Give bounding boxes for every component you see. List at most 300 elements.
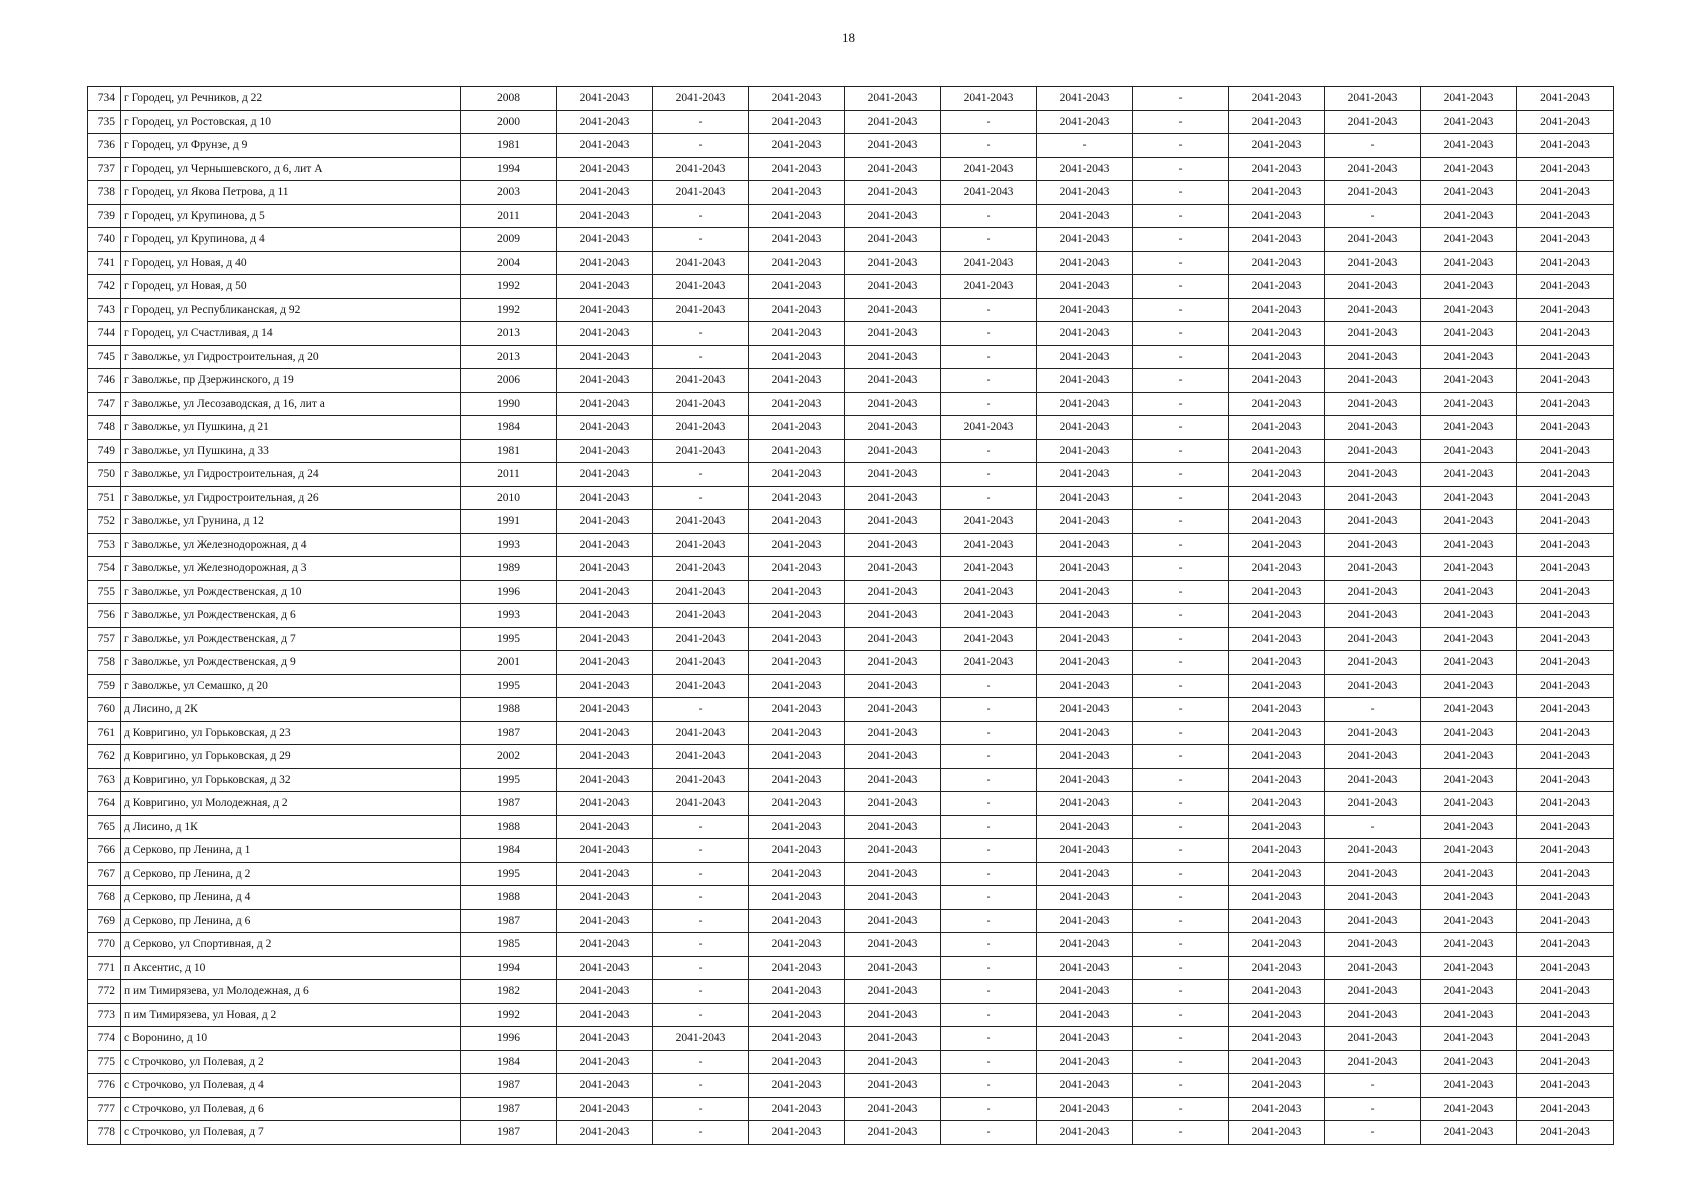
period-cell: 2041-2043: [749, 228, 845, 252]
period-cell: 2041-2043: [749, 580, 845, 604]
period-cell: -: [941, 322, 1037, 346]
period-cell: -: [941, 674, 1037, 698]
period-cell: 2041-2043: [941, 533, 1037, 557]
period-cell: -: [1133, 251, 1229, 275]
period-cell: 2041-2043: [1421, 298, 1517, 322]
period-cell: -: [941, 463, 1037, 487]
period-cell: 2041-2043: [557, 745, 653, 769]
row-number: 734: [88, 87, 121, 111]
table-row: [88, 439, 1614, 463]
period-cell: -: [653, 134, 749, 158]
period-cell: 2041-2043: [1325, 369, 1421, 393]
period-cell: 2041-2043: [557, 228, 653, 252]
period-cell: -: [941, 933, 1037, 957]
period-cell: 2041-2043: [941, 557, 1037, 581]
period-cell: -: [1133, 768, 1229, 792]
period-cell: 2041-2043: [1421, 345, 1517, 369]
row-number: 761: [88, 721, 121, 745]
period-cell: -: [1133, 674, 1229, 698]
row-number: 745: [88, 345, 121, 369]
period-cell: 2041-2043: [1325, 392, 1421, 416]
period-cell: 2041-2043: [653, 298, 749, 322]
address-cell: г Заволжье, пр Дзержинского, д 19: [121, 369, 461, 393]
period-cell: -: [941, 486, 1037, 510]
address-cell: д Серково, пр Ленина, д 1: [121, 839, 461, 863]
period-cell: -: [941, 345, 1037, 369]
period-cell: -: [653, 862, 749, 886]
table-row: [88, 181, 1614, 205]
period-cell: 2041-2043: [1517, 510, 1614, 534]
period-cell: -: [1133, 345, 1229, 369]
period-cell: 2041-2043: [1229, 604, 1325, 628]
period-cell: 2041-2043: [653, 745, 749, 769]
period-cell: 2041-2043: [845, 980, 941, 1004]
period-cell: 2041-2043: [1229, 322, 1325, 346]
period-cell: 2041-2043: [1325, 157, 1421, 181]
period-cell: -: [941, 1097, 1037, 1121]
period-cell: 2041-2043: [557, 392, 653, 416]
period-cell: 2041-2043: [557, 533, 653, 557]
period-cell: -: [941, 980, 1037, 1004]
period-cell: 2041-2043: [749, 815, 845, 839]
period-cell: 2041-2043: [653, 392, 749, 416]
period-cell: -: [1133, 956, 1229, 980]
table-row: [88, 815, 1614, 839]
period-cell: 2041-2043: [653, 580, 749, 604]
row-number: 748: [88, 416, 121, 440]
period-cell: 2041-2043: [1325, 181, 1421, 205]
row-number: 758: [88, 651, 121, 675]
address-cell: г Городец, ул Фрунзе, д 9: [121, 134, 461, 158]
table-row: [88, 792, 1614, 816]
period-cell: 2041-2043: [557, 110, 653, 134]
year-cell: 1984: [461, 416, 557, 440]
period-cell: 2041-2043: [1517, 134, 1614, 158]
period-cell: 2041-2043: [1037, 839, 1133, 863]
address-cell: д Лисино, д 1К: [121, 815, 461, 839]
address-cell: п Аксентис, д 10: [121, 956, 461, 980]
period-cell: -: [653, 1074, 749, 1098]
address-cell: с Строчково, ул Полевая, д 2: [121, 1050, 461, 1074]
address-cell: г Заволжье, ул Гидростроительная, д 26: [121, 486, 461, 510]
row-number: 776: [88, 1074, 121, 1098]
period-cell: 2041-2043: [1421, 862, 1517, 886]
row-number: 765: [88, 815, 121, 839]
period-cell: 2041-2043: [1421, 181, 1517, 205]
period-cell: 2041-2043: [1421, 110, 1517, 134]
row-number: 742: [88, 275, 121, 299]
period-cell: 2041-2043: [653, 251, 749, 275]
period-cell: 2041-2043: [1037, 87, 1133, 111]
year-cell: 2010: [461, 486, 557, 510]
period-cell: -: [1325, 1097, 1421, 1121]
period-cell: 2041-2043: [845, 1074, 941, 1098]
period-cell: 2041-2043: [1037, 768, 1133, 792]
period-cell: 2041-2043: [845, 909, 941, 933]
period-cell: 2041-2043: [1037, 510, 1133, 534]
year-cell: 1995: [461, 674, 557, 698]
address-cell: с Строчково, ул Полевая, д 4: [121, 1074, 461, 1098]
table-row: [88, 204, 1614, 228]
table-row: [88, 1074, 1614, 1098]
period-cell: 2041-2043: [749, 862, 845, 886]
table-row: [88, 698, 1614, 722]
period-cell: 2041-2043: [941, 251, 1037, 275]
address-cell: г Городец, ул Крупинова, д 5: [121, 204, 461, 228]
address-cell: п им Тимирязева, ул Молодежная, д 6: [121, 980, 461, 1004]
period-cell: -: [1133, 909, 1229, 933]
period-cell: 2041-2043: [1325, 439, 1421, 463]
period-cell: 2041-2043: [1517, 87, 1614, 111]
period-cell: 2041-2043: [1229, 627, 1325, 651]
period-cell: -: [1133, 134, 1229, 158]
row-number: 754: [88, 557, 121, 581]
table-row: [88, 886, 1614, 910]
period-cell: 2041-2043: [1421, 533, 1517, 557]
period-cell: 2041-2043: [1037, 651, 1133, 675]
period-cell: 2041-2043: [557, 933, 653, 957]
period-cell: 2041-2043: [749, 134, 845, 158]
period-cell: 2041-2043: [941, 604, 1037, 628]
period-cell: 2041-2043: [1325, 956, 1421, 980]
period-cell: 2041-2043: [1325, 345, 1421, 369]
period-cell: 2041-2043: [557, 1121, 653, 1145]
period-cell: 2041-2043: [1517, 1121, 1614, 1145]
period-cell: 2041-2043: [1037, 416, 1133, 440]
period-cell: 2041-2043: [941, 580, 1037, 604]
period-cell: 2041-2043: [845, 322, 941, 346]
period-cell: 2041-2043: [1229, 251, 1325, 275]
period-cell: 2041-2043: [845, 1121, 941, 1145]
year-cell: 1987: [461, 721, 557, 745]
period-cell: 2041-2043: [1517, 392, 1614, 416]
period-cell: 2041-2043: [749, 933, 845, 957]
period-cell: 2041-2043: [845, 369, 941, 393]
period-cell: 2041-2043: [1517, 768, 1614, 792]
year-cell: 2002: [461, 745, 557, 769]
period-cell: -: [941, 745, 1037, 769]
period-cell: 2041-2043: [557, 322, 653, 346]
period-cell: 2041-2043: [557, 486, 653, 510]
period-cell: 2041-2043: [1037, 1074, 1133, 1098]
period-cell: 2041-2043: [1517, 557, 1614, 581]
period-cell: 2041-2043: [749, 369, 845, 393]
period-cell: -: [1325, 1121, 1421, 1145]
row-number: 753: [88, 533, 121, 557]
address-cell: г Городец, ул Речников, д 22: [121, 87, 461, 111]
period-cell: 2041-2043: [1229, 815, 1325, 839]
table-row: [88, 1027, 1614, 1051]
period-cell: -: [1133, 533, 1229, 557]
period-cell: 2041-2043: [557, 839, 653, 863]
period-cell: 2041-2043: [845, 627, 941, 651]
period-cell: 2041-2043: [1517, 439, 1614, 463]
period-cell: 2041-2043: [557, 87, 653, 111]
row-number: 766: [88, 839, 121, 863]
period-cell: 2041-2043: [845, 110, 941, 134]
period-cell: 2041-2043: [1517, 345, 1614, 369]
period-cell: 2041-2043: [1037, 627, 1133, 651]
period-cell: 2041-2043: [1517, 909, 1614, 933]
period-cell: 2041-2043: [1325, 322, 1421, 346]
table-row: [88, 862, 1614, 886]
period-cell: 2041-2043: [1229, 1027, 1325, 1051]
period-cell: -: [941, 792, 1037, 816]
period-cell: 2041-2043: [845, 651, 941, 675]
table-row: [88, 980, 1614, 1004]
period-cell: -: [1133, 298, 1229, 322]
row-number: 767: [88, 862, 121, 886]
period-cell: 2041-2043: [1421, 768, 1517, 792]
period-cell: 2041-2043: [1229, 792, 1325, 816]
period-cell: 2041-2043: [845, 134, 941, 158]
period-cell: 2041-2043: [1517, 580, 1614, 604]
address-cell: д Лисино, д 2К: [121, 698, 461, 722]
year-cell: 2009: [461, 228, 557, 252]
period-cell: 2041-2043: [557, 1003, 653, 1027]
period-cell: 2041-2043: [1229, 345, 1325, 369]
period-cell: 2041-2043: [557, 416, 653, 440]
period-cell: 2041-2043: [1421, 1050, 1517, 1074]
year-cell: 1988: [461, 886, 557, 910]
period-cell: 2041-2043: [557, 1097, 653, 1121]
period-cell: 2041-2043: [1517, 651, 1614, 675]
period-cell: 2041-2043: [1421, 416, 1517, 440]
address-cell: д Серково, пр Ленина, д 4: [121, 886, 461, 910]
period-cell: 2041-2043: [557, 463, 653, 487]
period-cell: 2041-2043: [1229, 533, 1325, 557]
period-cell: 2041-2043: [1229, 486, 1325, 510]
period-cell: 2041-2043: [1037, 298, 1133, 322]
period-cell: 2041-2043: [557, 862, 653, 886]
period-cell: 2041-2043: [749, 486, 845, 510]
table-row: [88, 486, 1614, 510]
table-row: [88, 228, 1614, 252]
period-cell: 2041-2043: [1325, 298, 1421, 322]
table-row: [88, 745, 1614, 769]
period-cell: -: [941, 134, 1037, 158]
period-cell: 2041-2043: [1421, 87, 1517, 111]
period-cell: 2041-2043: [557, 157, 653, 181]
period-cell: 2041-2043: [557, 580, 653, 604]
period-cell: 2041-2043: [845, 392, 941, 416]
period-cell: 2041-2043: [845, 815, 941, 839]
row-number: 777: [88, 1097, 121, 1121]
period-cell: 2041-2043: [1229, 439, 1325, 463]
address-cell: г Городец, ул Якова Петрова, д 11: [121, 181, 461, 205]
period-cell: 2041-2043: [845, 345, 941, 369]
period-cell: 2041-2043: [1037, 533, 1133, 557]
period-cell: 2041-2043: [845, 463, 941, 487]
period-cell: 2041-2043: [941, 510, 1037, 534]
period-cell: 2041-2043: [845, 698, 941, 722]
period-cell: 2041-2043: [749, 181, 845, 205]
period-cell: 2041-2043: [1517, 721, 1614, 745]
period-cell: 2041-2043: [749, 298, 845, 322]
page-number: 18: [842, 30, 855, 45]
period-cell: 2041-2043: [1037, 580, 1133, 604]
table-row: [88, 933, 1614, 957]
period-cell: 2041-2043: [1037, 392, 1133, 416]
table-row: [88, 345, 1614, 369]
period-cell: 2041-2043: [749, 839, 845, 863]
period-cell: 2041-2043: [1421, 839, 1517, 863]
table-body: [88, 87, 1614, 1145]
table-row: [88, 721, 1614, 745]
year-cell: 1984: [461, 839, 557, 863]
period-cell: 2041-2043: [653, 275, 749, 299]
period-cell: 2041-2043: [557, 134, 653, 158]
row-number: 763: [88, 768, 121, 792]
period-cell: 2041-2043: [557, 792, 653, 816]
period-cell: 2041-2043: [1229, 369, 1325, 393]
period-cell: 2041-2043: [749, 1097, 845, 1121]
row-number: 775: [88, 1050, 121, 1074]
period-cell: 2041-2043: [845, 251, 941, 275]
address-cell: г Заволжье, ул Пушкина, д 33: [121, 439, 461, 463]
year-cell: 2001: [461, 651, 557, 675]
address-cell: г Заволжье, ул Железнодорожная, д 4: [121, 533, 461, 557]
period-cell: 2041-2043: [1037, 1050, 1133, 1074]
period-cell: 2041-2043: [845, 1027, 941, 1051]
period-cell: 2041-2043: [1421, 557, 1517, 581]
period-cell: 2041-2043: [1229, 909, 1325, 933]
year-cell: 1990: [461, 392, 557, 416]
period-cell: 2041-2043: [1325, 933, 1421, 957]
period-cell: -: [1133, 839, 1229, 863]
period-cell: -: [653, 322, 749, 346]
address-cell: г Заволжье, ул Рождественская, д 9: [121, 651, 461, 675]
period-cell: -: [941, 439, 1037, 463]
period-cell: 2041-2043: [1037, 862, 1133, 886]
period-cell: -: [941, 768, 1037, 792]
period-cell: 2041-2043: [1517, 251, 1614, 275]
period-cell: 2041-2043: [1421, 204, 1517, 228]
address-cell: п им Тимирязева, ул Новая, д 2: [121, 1003, 461, 1027]
period-cell: 2041-2043: [941, 87, 1037, 111]
period-cell: 2041-2043: [941, 651, 1037, 675]
period-cell: 2041-2043: [845, 580, 941, 604]
period-cell: 2041-2043: [845, 1003, 941, 1027]
period-cell: -: [1133, 204, 1229, 228]
period-cell: 2041-2043: [557, 698, 653, 722]
period-cell: 2041-2043: [749, 251, 845, 275]
table-row: [88, 87, 1614, 111]
row-number: 744: [88, 322, 121, 346]
period-cell: 2041-2043: [1325, 1003, 1421, 1027]
period-cell: 2041-2043: [1037, 181, 1133, 205]
address-cell: г Заволжье, ул Гидростроительная, д 24: [121, 463, 461, 487]
period-cell: 2041-2043: [749, 157, 845, 181]
period-cell: 2041-2043: [1229, 181, 1325, 205]
period-cell: 2041-2043: [1517, 1050, 1614, 1074]
period-cell: 2041-2043: [1421, 1121, 1517, 1145]
period-cell: -: [941, 392, 1037, 416]
year-cell: 1991: [461, 510, 557, 534]
period-cell: 2041-2043: [845, 839, 941, 863]
period-cell: -: [653, 909, 749, 933]
table-row: [88, 298, 1614, 322]
table-row: [88, 110, 1614, 134]
table-row: [88, 768, 1614, 792]
period-cell: 2041-2043: [557, 980, 653, 1004]
period-cell: 2041-2043: [1421, 228, 1517, 252]
schedule-table: [87, 86, 1614, 1145]
period-cell: 2041-2043: [845, 416, 941, 440]
period-cell: 2041-2043: [845, 181, 941, 205]
period-cell: 2041-2043: [1421, 604, 1517, 628]
period-cell: 2041-2043: [653, 157, 749, 181]
period-cell: -: [1325, 1074, 1421, 1098]
row-number: 740: [88, 228, 121, 252]
table-row: [88, 909, 1614, 933]
period-cell: 2041-2043: [749, 510, 845, 534]
period-cell: -: [653, 110, 749, 134]
period-cell: 2041-2043: [557, 674, 653, 698]
row-number: 760: [88, 698, 121, 722]
period-cell: 2041-2043: [1517, 1074, 1614, 1098]
year-cell: 1987: [461, 1121, 557, 1145]
year-cell: 1992: [461, 298, 557, 322]
period-cell: -: [653, 1121, 749, 1145]
period-cell: 2041-2043: [749, 275, 845, 299]
period-cell: 2041-2043: [845, 933, 941, 957]
period-cell: 2041-2043: [1517, 745, 1614, 769]
period-cell: 2041-2043: [557, 815, 653, 839]
year-cell: 1995: [461, 627, 557, 651]
year-cell: 1988: [461, 815, 557, 839]
table-row: [88, 651, 1614, 675]
row-number: 739: [88, 204, 121, 228]
period-cell: -: [653, 886, 749, 910]
period-cell: 2041-2043: [1037, 721, 1133, 745]
period-cell: 2041-2043: [1229, 110, 1325, 134]
period-cell: 2041-2043: [1037, 604, 1133, 628]
period-cell: 2041-2043: [749, 557, 845, 581]
period-cell: -: [1133, 486, 1229, 510]
period-cell: 2041-2043: [1229, 87, 1325, 111]
period-cell: -: [1133, 698, 1229, 722]
period-cell: -: [1133, 580, 1229, 604]
period-cell: -: [1133, 1097, 1229, 1121]
period-cell: 2041-2043: [1037, 557, 1133, 581]
period-cell: 2041-2043: [1517, 322, 1614, 346]
address-cell: г Городец, ул Республиканская, д 92: [121, 298, 461, 322]
period-cell: 2041-2043: [749, 674, 845, 698]
period-cell: 2041-2043: [941, 627, 1037, 651]
table-row: [88, 369, 1614, 393]
row-number: 759: [88, 674, 121, 698]
year-cell: 2013: [461, 345, 557, 369]
period-cell: 2041-2043: [749, 87, 845, 111]
table-row: [88, 839, 1614, 863]
period-cell: -: [653, 204, 749, 228]
period-cell: 2041-2043: [1229, 839, 1325, 863]
period-cell: 2041-2043: [1421, 886, 1517, 910]
period-cell: 2041-2043: [1517, 933, 1614, 957]
period-cell: -: [653, 980, 749, 1004]
period-cell: 2041-2043: [1229, 134, 1325, 158]
period-cell: -: [941, 110, 1037, 134]
period-cell: -: [653, 486, 749, 510]
row-number: 757: [88, 627, 121, 651]
year-cell: 1987: [461, 909, 557, 933]
period-cell: 2041-2043: [1229, 956, 1325, 980]
period-cell: 2041-2043: [1229, 298, 1325, 322]
address-cell: г Заволжье, ул Пушкина, д 21: [121, 416, 461, 440]
table-row: [88, 533, 1614, 557]
table-row: [88, 956, 1614, 980]
